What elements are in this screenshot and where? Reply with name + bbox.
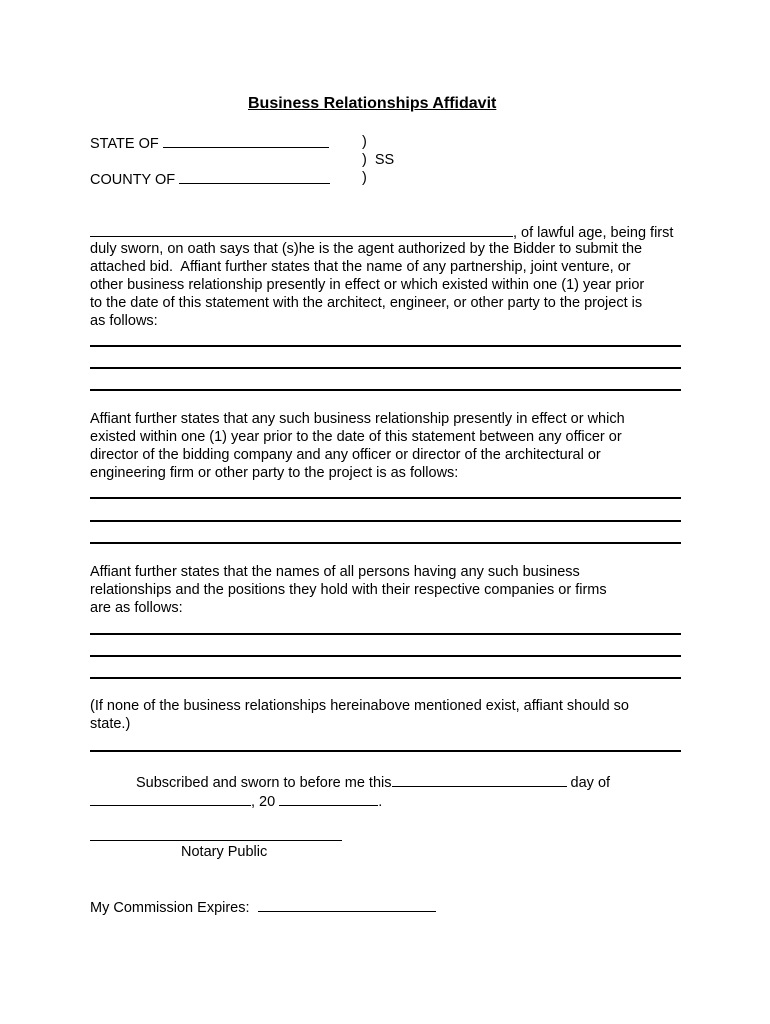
intro-line-4: other business relationship presently in effect or which existed within one (1) year prior [90, 277, 645, 293]
intro-line-1: , of lawful age, being first [513, 225, 674, 241]
para4-line-2: state.) [90, 716, 131, 732]
year-prefix: , 20 [251, 794, 276, 810]
para2-line-1: Affiant further states that any such business relationship presently in effect or which [90, 411, 625, 427]
intro-line-6: as follows: [90, 313, 158, 329]
para2-line-3: director of the bidding company and any officer or director of the architectural or [90, 447, 601, 463]
ss-marker: ) SS [362, 152, 395, 168]
county-line [90, 169, 330, 189]
notary-public-label: Notary Public [181, 844, 268, 860]
paren-bottom: ) [362, 170, 367, 186]
affiant-name-line [90, 222, 673, 242]
para3-line-3: are as follows: [90, 600, 183, 616]
intro-line-2: duly sworn, on oath says that (s)he is the agent authorized by the Bidder to submit the [90, 241, 643, 257]
para2-line-2: existed within one (1) year prior to the date of this statement between any officer or [90, 429, 622, 445]
answer-line-4[interactable] [90, 497, 681, 499]
answer-line-5[interactable] [90, 520, 681, 522]
para4-line-1: (If none of the business relationships hereinabove mentioned exist, affiant should so [90, 698, 629, 714]
answer-line-1[interactable] [90, 345, 681, 347]
jurat-line-1 [136, 772, 610, 792]
answer-line-2[interactable] [90, 367, 681, 369]
jurat-period: . [378, 794, 383, 810]
affiant-name-blank[interactable] [90, 222, 513, 237]
paren-top: ) [362, 134, 367, 150]
commission-date-blank[interactable] [258, 897, 436, 912]
answer-line-3[interactable] [90, 389, 681, 391]
answer-line-9[interactable] [90, 677, 681, 679]
day-blank[interactable] [392, 772, 567, 787]
answer-line-10[interactable] [90, 750, 681, 752]
intro-line-3: attached bid. Affiant further states that the name of any partnership, joint venture, or [90, 259, 631, 275]
para3-line-1: Affiant further states that the names of all persons having any such business [90, 564, 580, 580]
para2-line-4: engineering firm or other party to the project is as follows: [90, 465, 459, 481]
county-label: COUNTY OF [90, 172, 176, 188]
answer-line-8[interactable] [90, 655, 681, 657]
county-blank[interactable] [179, 169, 330, 184]
commission-line [90, 897, 436, 917]
state-blank[interactable] [163, 133, 329, 148]
commission-label: My Commission Expires: [90, 900, 250, 916]
jurat-line-2 [90, 791, 382, 811]
year-blank[interactable] [279, 791, 378, 806]
intro-line-5: to the date of this statement with the architect, engineer, or other party to the project is [90, 295, 643, 311]
document-title: Business Relationships Affidavit [248, 95, 497, 112]
month-blank[interactable] [90, 791, 251, 806]
subscribed-text: Subscribed and sworn to before me this [136, 775, 392, 791]
state-line [90, 133, 329, 153]
notary-signature-line[interactable] [90, 840, 342, 841]
day-of-text: day of [570, 775, 611, 791]
answer-line-7[interactable] [90, 633, 681, 635]
para3-line-2: relationships and the positions they hold with their respective companies or firms [90, 582, 607, 598]
state-label: STATE OF [90, 136, 159, 152]
answer-line-6[interactable] [90, 542, 681, 544]
